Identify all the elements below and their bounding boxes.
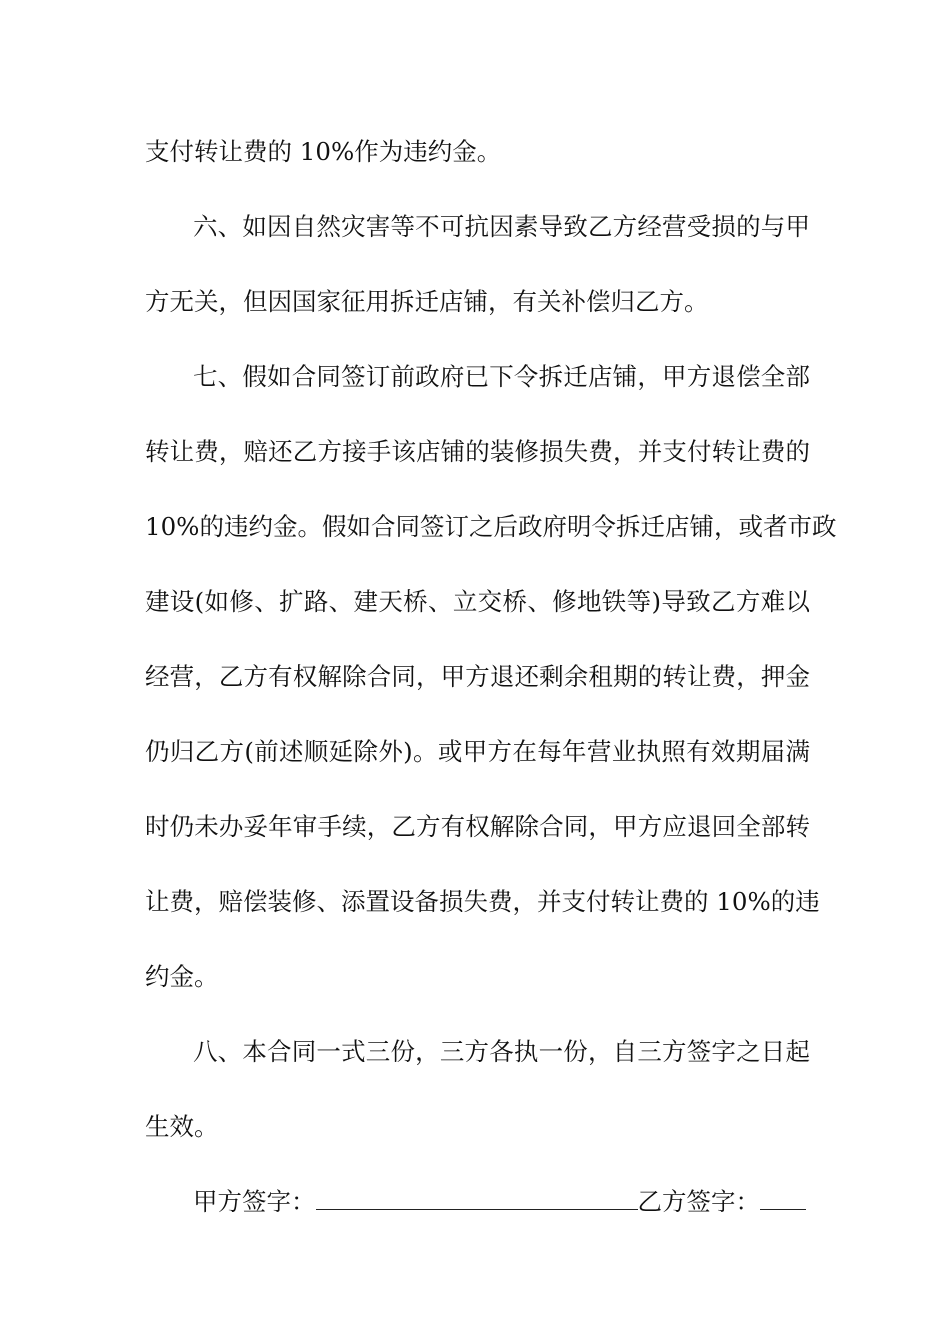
party-b-signature-label: 乙方签字：	[637, 1187, 760, 1216]
paragraph-line: 六、如因自然灾害等不可抗因素导致乙方经营受损的与甲	[193, 212, 810, 241]
paragraph-line: 支付转让费的 10%作为违约金。	[145, 137, 502, 166]
paragraph-line: 方无关，但因国家征用拆迁店铺，有关补偿归乙方。	[145, 287, 709, 316]
party-a-signature-blank	[316, 1183, 638, 1210]
paragraph-line: 转让费，赔还乙方接手该店铺的装修损失费，并支付转让费的	[145, 437, 810, 466]
paragraph-line: 生效。	[145, 1112, 219, 1141]
party-a-signature-label: 甲方签字：	[193, 1187, 316, 1216]
paragraph-line: 仍归乙方(前述顺延除外)。或甲方在每年营业执照有效期届满	[145, 737, 810, 766]
paragraph-line: 时仍未办妥年审手续，乙方有权解除合同，甲方应退回全部转	[145, 812, 810, 841]
paragraph-line: 八、本合同一式三份，三方各执一份，自三方签字之日起	[193, 1037, 810, 1066]
paragraph-line: 七、假如合同签订前政府已下令拆迁店铺，甲方退偿全部	[193, 362, 810, 391]
party-b-signature-blank	[760, 1183, 806, 1210]
signature-line	[193, 1182, 810, 1222]
paragraph-line: 经营，乙方有权解除合同，甲方退还剩余租期的转让费，押金	[145, 662, 810, 691]
paragraph-line: 建设(如修、扩路、建天桥、立交桥、修地铁等)导致乙方难以	[145, 587, 810, 616]
paragraph-line: 10%的违约金。假如合同签订之后政府明令拆迁店铺，或者市政	[145, 512, 837, 541]
paragraph-line: 让费，赔偿装修、添置设备损失费，并支付转让费的 10%的违	[145, 887, 820, 916]
paragraph-line: 约金。	[145, 962, 219, 991]
